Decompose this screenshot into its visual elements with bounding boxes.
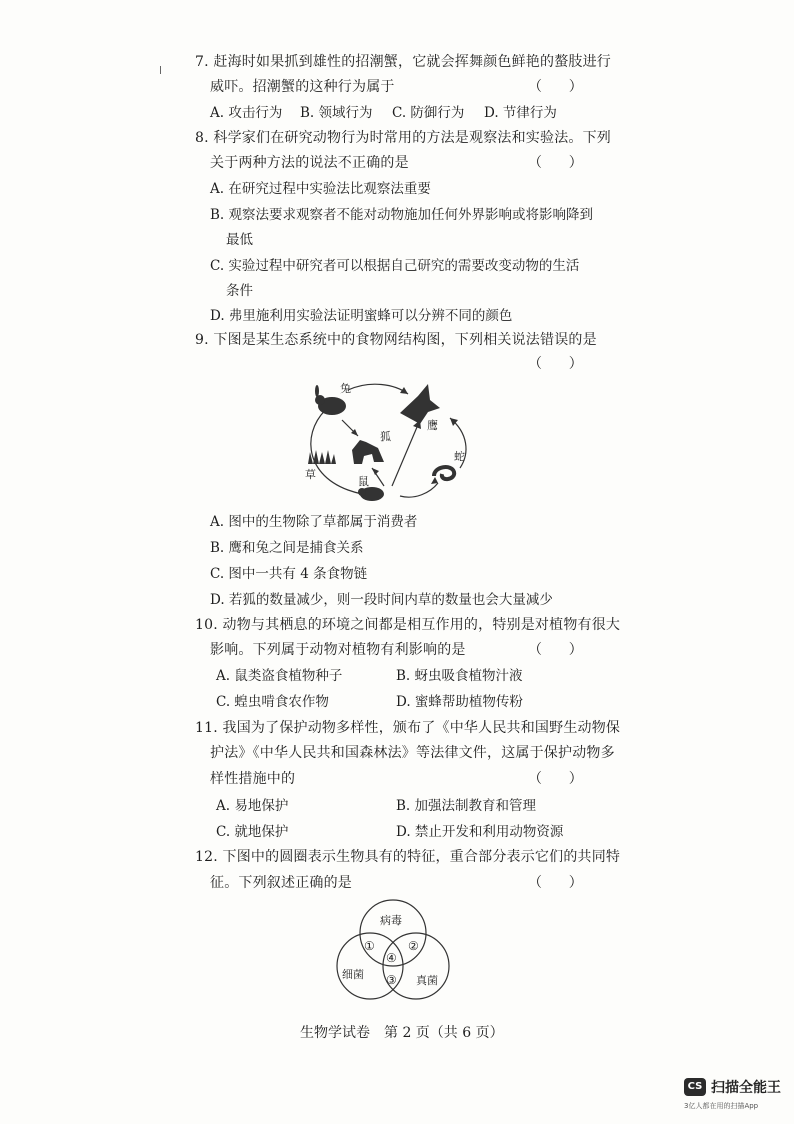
- option-d: D. 禁止开发和利用动物资源: [396, 824, 564, 840]
- scan-mark: [160, 66, 165, 74]
- question-text-line: 关于两种方法的说法不正确的是: [210, 155, 409, 171]
- option-b: B. 鹰和兔之间是捕食关系: [210, 540, 364, 556]
- label-rabbit: 兔: [340, 382, 351, 395]
- label-mouse: 鼠: [358, 475, 369, 488]
- option-d: D. 节律行为: [484, 105, 557, 121]
- question-text-line: 征。下列叙述正确的是: [210, 875, 352, 891]
- arrowhead: [400, 387, 408, 394]
- region-3: ③: [386, 973, 397, 987]
- label-bacteria: 细菌: [342, 968, 364, 981]
- question-text-line: 10. 动物与其栖息的环境之间都是相互作用的，特别是对植物有很大: [195, 617, 621, 633]
- label-snake: 蛇: [454, 450, 465, 463]
- answer-bracket: （ ）: [528, 642, 583, 658]
- option-a: A. 攻击行为: [210, 105, 283, 121]
- arrow-mouse-snake: [400, 483, 438, 497]
- region-4: ④: [386, 951, 397, 965]
- scanner-watermark: [684, 1076, 788, 1116]
- question-text-line: 影响。下列属于动物对植物有利影响的是: [210, 642, 466, 658]
- snake-icon: [434, 467, 454, 479]
- question-text-line: 11. 我国为了保护动物多样性，颁布了《中华人民共和国野生动物保: [195, 720, 621, 736]
- label-virus: 病毒: [380, 914, 402, 927]
- question-text-line: 9. 下图是某生态系统中的食物网结构图，下列相关说法错误的是: [195, 332, 597, 348]
- option-d: D. 若狐的数量减少，则一段时间内草的数量也会大量减少: [210, 592, 553, 608]
- option-c-cont: 条件: [226, 283, 253, 299]
- question-text-line: 威吓。招潮蟹的这种行为属于: [210, 79, 395, 95]
- label-fox: 狐: [380, 430, 391, 443]
- option-a: A. 在研究过程中实验法比观察法重要: [210, 181, 431, 197]
- scanner-logo-icon: CS: [684, 1078, 706, 1096]
- question-text-line: 护法》《中华人民共和国森林法》等法律文件，这属于保护动物多: [210, 745, 615, 761]
- option-a: A. 鼠类盗食植物种子: [216, 668, 343, 684]
- answer-bracket: （ ）: [528, 155, 583, 171]
- option-d: D. 弗里施利用实验法证明蜜蜂可以分辨不同的颜色: [210, 308, 513, 324]
- option-b-cont: 最低: [226, 232, 253, 248]
- answer-bracket: （ ）: [528, 356, 583, 372]
- question-text-line: 样性措施中的: [210, 771, 296, 787]
- arrowhead: [431, 477, 438, 484]
- region-1: ①: [364, 939, 375, 953]
- page-footer: 生物学试卷 第 2 页（共 6 页）: [300, 1025, 504, 1041]
- question-text-line: 8. 科学家们在研究动物行为时常用的方法是观察法和实验法。下列: [195, 130, 612, 146]
- option-c: C. 图中一共有 4 条食物链: [210, 566, 368, 582]
- question-text-line: 12. 下图中的圆圈表示生物具有的特征，重合部分表示它们的共同特: [195, 849, 621, 865]
- scanner-name: 扫描全能王: [711, 1080, 781, 1096]
- answer-bracket: （ ）: [528, 79, 583, 95]
- scanner-tagline: 3亿人都在用的扫描App: [684, 1102, 759, 1110]
- eagle-icon: [400, 384, 440, 424]
- region-2: ②: [408, 939, 419, 953]
- option-c: C. 就地保护: [216, 824, 289, 840]
- option-a: A. 图中的生物除了草都属于消费者: [210, 514, 418, 530]
- option-c: C. 防御行为: [392, 105, 465, 121]
- venn-diagram: [328, 896, 458, 1006]
- arrow-mouse-eagle: [392, 420, 420, 486]
- option-b: B. 蚜虫吸食植物汁液: [396, 668, 523, 684]
- arrow-rabbit-eagle: [348, 384, 408, 394]
- option-b: B. 观察法要求观察者不能对动物施加任何外界影响或将影响降到: [210, 207, 594, 223]
- answer-bracket: （ ）: [528, 771, 583, 787]
- option-b: B. 领域行为: [300, 105, 373, 121]
- answer-bracket: （ ）: [528, 875, 583, 891]
- arrowhead: [372, 468, 379, 475]
- label-grass: 草: [305, 468, 316, 481]
- option-c: C. 实验过程中研究者可以根据自己研究的需要改变动物的生活: [210, 258, 580, 274]
- option-d: D. 蜜蜂帮助植物传粉: [396, 694, 523, 710]
- mouse-icon: [358, 487, 384, 501]
- option-a: A. 易地保护: [216, 798, 289, 814]
- food-web-diagram: [300, 378, 490, 508]
- label-fungi: 真菌: [416, 974, 438, 987]
- question-text-line: 7. 赶海时如果抓到雄性的招潮蟹，它就会挥舞颜色鲜艳的螯肢进行: [195, 54, 612, 70]
- fox-icon: [352, 440, 384, 464]
- label-eagle: 鹰: [427, 419, 438, 432]
- option-b: B. 加强法制教育和管理: [396, 798, 537, 814]
- option-c: C. 蝗虫啃食农作物: [216, 694, 329, 710]
